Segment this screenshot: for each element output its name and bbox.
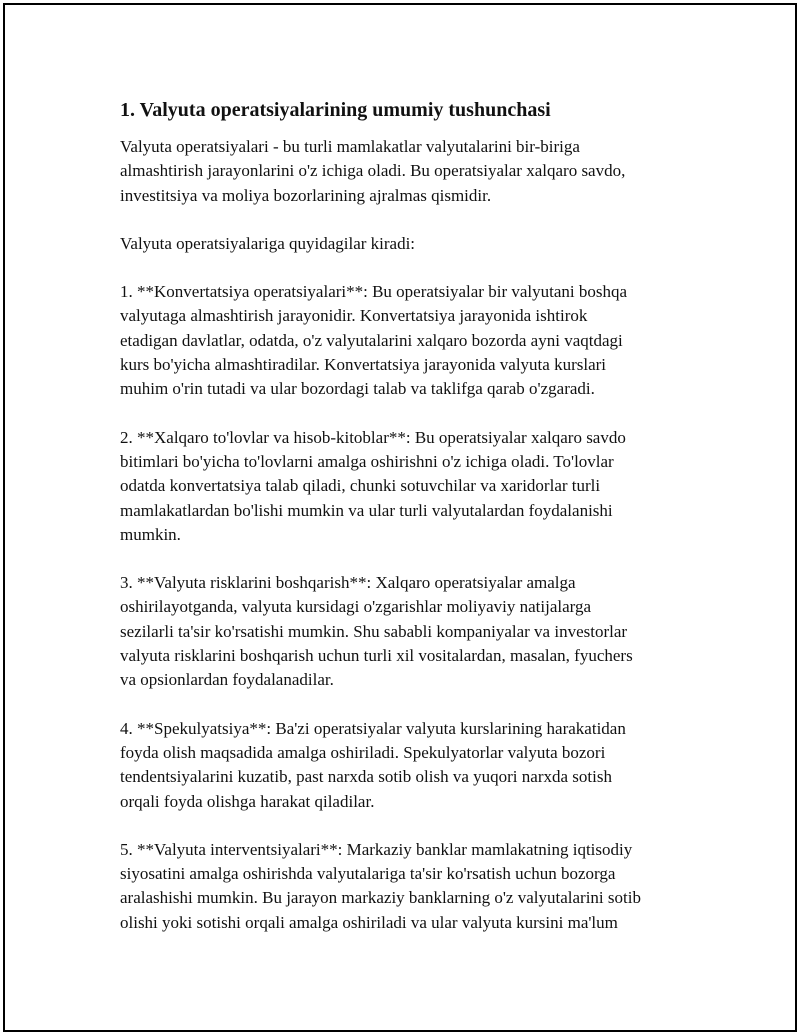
paragraph-item-2: 2. **Xalqaro to'lovlar va hisob-kitoblar**: Bu operatsiyalar xalqaro savdo bitimlari bo'yicha to'lovlarni amalga oshirishni o'z ichiga oladi. To'lovlar odatda konvertatsiya talab qiladi, chunki sotuvchilar va xaridorlar turli mamlakatlardan bo'lishi mumkin va ular turli valyutalardan foydalanishi mumkin.	[120, 427, 626, 544]
paragraph-item-5: 5. **Valyuta interventsiyalari**: Markaziy banklar mamlakatning iqtisodiy siyosatini amalga oshirishda valyutalariga ta'sir ko'rsatish uchun bozorga aralashishi mumkin. Bu jarayon markaziy banklarning o'z valyutalarini sotib olishi yoki sotishi orqali amalga oshiriladi va ular valyuta kursini ma'lum	[120, 839, 641, 932]
document-body	[120, 95, 700, 959]
paragraph-item-3: 3. **Valyuta risklarini boshqarish**: Xalqaro operatsiyalar amalga oshirilayotganda, valyuta kursidagi o'zgarishlar moliyaviy natijalarga sezilarli ta'sir ko'rsatishi mumkin. Shu sababli kompaniyalar va investorlar valyuta risklarini boshqarish uchun turli xil vositalardan, masalan, fyuchers va opsionlardan foydalanadilar.	[120, 573, 633, 690]
paragraph-intro: Valyuta operatsiyalari - bu turli mamlakatlar valyutalarini bir-biriga almashtirish jarayonlarini o'z ichiga oladi. Bu operatsiyalar xalqaro savdo, investitsiya va moliya bozorlarining ajralmas qismidir.	[120, 137, 626, 205]
document-title: 1. Valyuta operatsiyalarining umumiy tushunchasi	[120, 99, 551, 121]
paragraph-list-heading: Valyuta operatsiyalariga quyidagilar kiradi:	[120, 233, 416, 253]
page-frame	[3, 3, 797, 1032]
paragraph-item-4: 4. **Spekulyatsiya**: Ba'zi operatsiyalar valyuta kurslarining harakatidan foyda olish maqsadida amalga oshiriladi. Spekulyatorlar valyuta bozori tendentsiyalarini kuzatib, past narxda sotib olish va yuqori narxda sotish orqali foyda olishga harakat qiladilar.	[120, 718, 626, 811]
paragraph-item-1: 1. **Konvertatsiya operatsiyalari**: Bu operatsiyalar bir valyutani boshqa valyutaga almashtirish jarayonidir. Konvertatsiya jarayonida ishtirok etadigan davlatlar, odatda, o'z valyutalarini xalqaro bozorda ayni vaqtdagi kurs bo'yicha almashtiradilar. Konvertatsiya jarayonida valyuta kurslari muhim o'rin tutadi va ular bozordagi talab va taklifga qarab o'zgaradi.	[120, 282, 628, 399]
